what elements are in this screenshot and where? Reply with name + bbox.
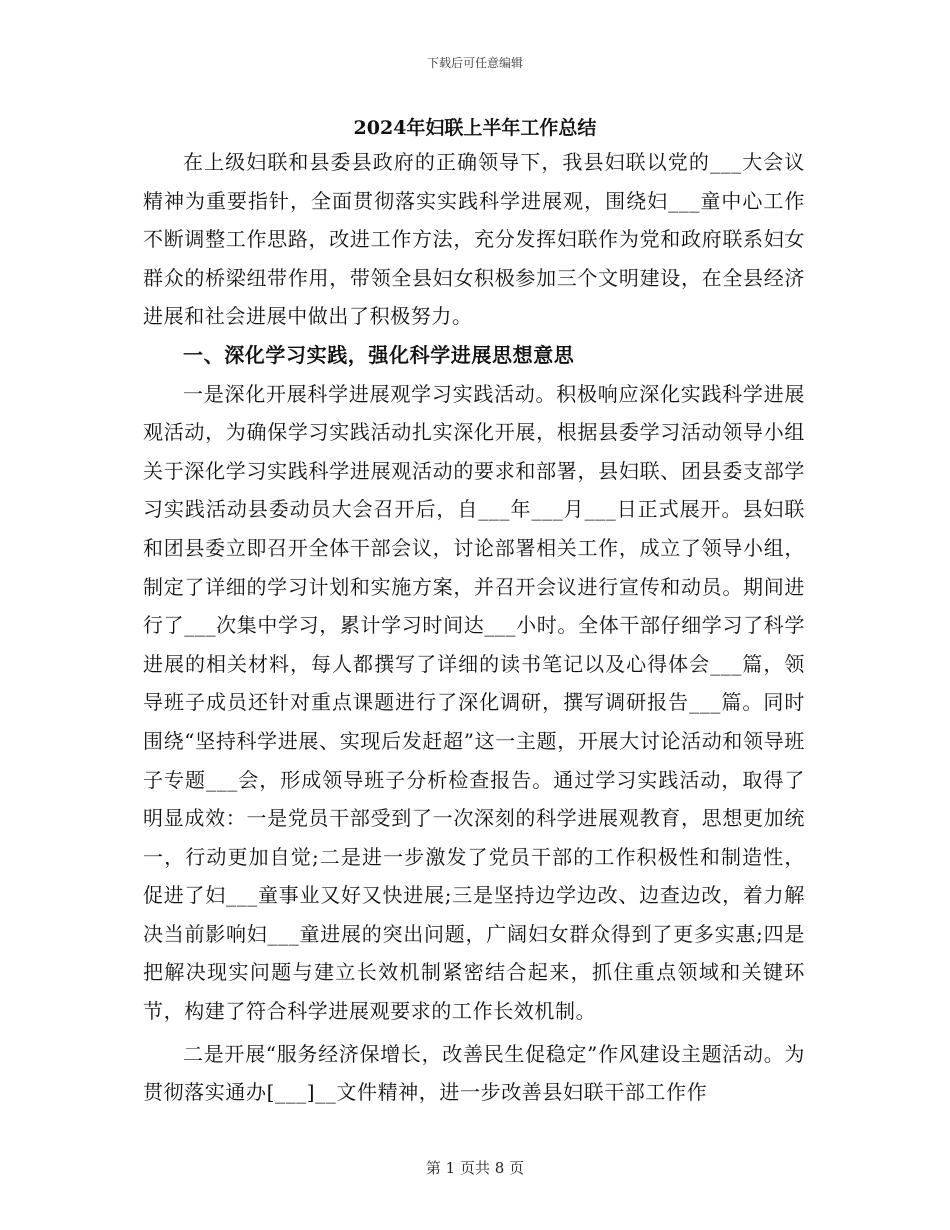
paragraph-study-practice: 一是深化开展科学进展观学习实践活动。积极响应深化实践科学进展观活动，为确保学习实践活动扎实深化开展，根据县委学习活动领导小组关于深化学习实践科学进展观活动的要求和部署，县妇联、团县委支部学习实践活动县委动员大会召开后，自___年___月___日正式展开。县妇联和团县委立即召开全体干部会议，讨论部署相关工作，成立了领导小组，制定了详细的学习计划和实施方案，并召开会议进行宣传和动员。期间进行了___次集中学习，累计学习时间达___小时。全体干部仔细学习了科学进展的相关材料，每人都撰写了详细的读书笔记以及心得体会___篇，领导班子成员还针对重点课题进行了深化调研，撰写调研报告___篇。同时围绕“坚持科学进展、实现后发赶超”这一主题，开展大讨论活动和领导班子专题___会，形成领导班子分析检查报告。通过学习实践活动，取得了明显成效：一是党员干部受到了一次深刻的科学进展观教育，思想更加统一，行动更加自觉;二是进一步激发了党员干部的工作积极性和制造性，促进了妇___童事业又好又快进展;三是坚持边学边改、边查边改，着力解决当前影响妇___童进展的突出问题，广阔妇女群众得到了更多实惠;四是把解决现实问题与建立长效机制紧密结合起来，抓住重点领域和关键环节，构建了符合科学进展观要求的工作长效机制。 (143, 381, 805, 1024)
page-number: 第 1 页共 8 页 (425, 1159, 525, 1177)
paragraph-service-economy: 二是开展“服务经济保增长，改善民生促稳定”作风建设主题活动。为贯彻落实通办[___]__文件精神，进一步改善县妇联干部工作作 (143, 1041, 805, 1105)
section-heading-1: 一、深化学习实践，强化科学进展思想意思 (183, 342, 575, 367)
document-title: 2024年妇联上半年工作总结 (353, 117, 597, 139)
header-note: 下载后可任意编辑 (426, 56, 523, 70)
document-body (143, 143, 805, 1112)
paragraph-intro: 在上级妇联和县委县政府的正确领导下，我县妇联以党的___大会议精神为重要指针，全面贯彻落实实践科学进展观，围绕妇___童中心工作不断调整工作思路，改进工作方法，充分发挥妇联作为党和政府联系妇女群众的桥梁纽带作用，带领全县妇女积极参加三个文明建设，在全县经济进展和社会进展中做出了积极努力。 (143, 150, 805, 329)
